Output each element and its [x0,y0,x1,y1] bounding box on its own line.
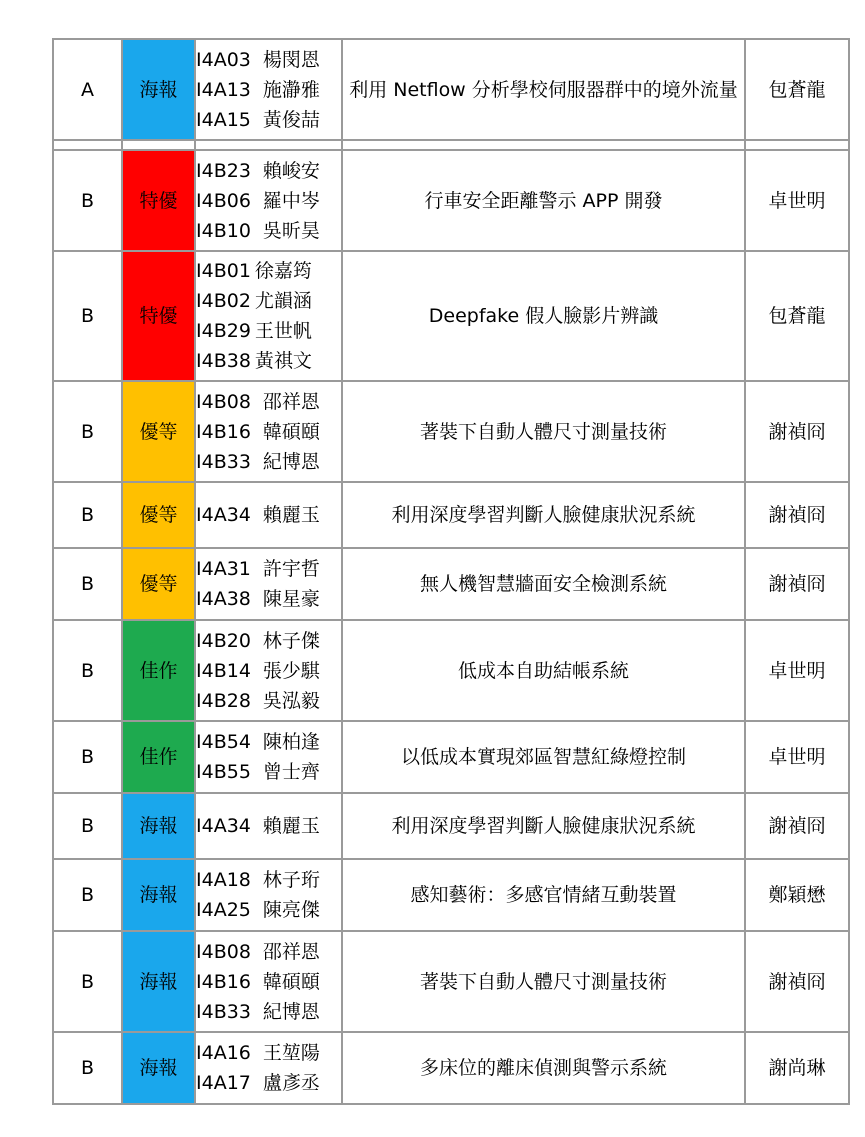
student-name: 邵祥恩 [262,390,320,413]
class-cell: B [53,381,122,482]
student-name: 陳柏逢 [262,731,320,753]
award-cell: 優等 [122,548,195,620]
member-entry [196,967,341,997]
member-entry [196,45,341,75]
student-name: 王堃陽 [262,1042,320,1064]
member-entry [196,1068,341,1098]
student-id: I4B23 [196,159,251,182]
members-cell [195,859,342,931]
student-id: I4B08 [196,390,251,413]
table-row [53,793,849,859]
student-id: I4B16 [196,420,251,443]
project-title-cell: 著裝下自動人體尺寸測量技術 [342,931,745,1032]
advisor-cell: 謝禎冏 [745,548,849,620]
class-cell: B [53,150,122,251]
student-name: 林子傑 [262,629,320,652]
project-title-cell: 多床位的離床偵測與警示系統 [342,1032,745,1104]
award-cell: 優等 [122,381,195,482]
member-entry [196,865,341,895]
project-title-cell: 利用深度學習判斷人臉健康狀況系統 [342,482,745,548]
student-id: I4A34 [196,504,251,526]
student-id: I4A34 [196,815,251,837]
class-cell: A [53,39,122,140]
members-cell [195,381,342,482]
student-name: 張少騏 [262,659,320,682]
members-cell [195,482,342,548]
award-cell: 佳作 [122,620,195,721]
award-cell: 特優 [122,251,195,381]
member-entry [196,757,341,787]
class-cell: B [53,1032,122,1104]
class-cell: B [53,620,122,721]
class-cell: B [53,859,122,931]
spacer-cell [195,140,342,150]
project-title-cell: 利用 Netflow 分析學校伺服器群中的境外流量 [342,39,745,140]
advisor-cell: 謝尚琳 [745,1032,849,1104]
member-entry [196,417,341,447]
project-title-cell: 行車安全距離警示 APP 開發 [342,150,745,251]
member-entry [196,500,341,530]
advisor-cell: 包蒼龍 [745,39,849,140]
member-entry [196,686,341,716]
student-id: I4B28 [196,689,251,712]
student-id: I4B20 [196,629,251,652]
member-entry [196,447,341,477]
members-cell [195,150,342,251]
member-entry [196,387,341,417]
award-cell: 優等 [122,482,195,548]
table-row [53,1032,849,1104]
student-id: I4B02 [196,290,251,312]
member-entry [196,346,341,376]
table-row [53,931,849,1032]
members-cell [195,1032,342,1104]
award-cell: 海報 [122,859,195,931]
table-row [53,150,849,251]
student-id: I4B33 [196,1000,251,1023]
advisor-cell: 謝禎冏 [745,482,849,548]
awards-table [52,38,850,1105]
member-entry [196,937,341,967]
student-id: I4A38 [196,588,251,610]
student-id: I4B38 [196,350,251,372]
spacer-cell [342,140,745,150]
student-name: 王世帆 [254,320,312,342]
student-id: I4A16 [196,1042,251,1064]
member-entry [196,186,341,216]
class-cell: B [53,548,122,620]
student-name: 羅中岑 [262,189,320,212]
member-entry [196,286,341,316]
class-cell: B [53,721,122,793]
table-row [53,548,849,620]
advisor-cell: 卓世明 [745,150,849,251]
award-cell: 特優 [122,150,195,251]
student-name: 曾士齊 [262,761,320,783]
student-id: I4B14 [196,659,251,682]
student-name: 賴麗玉 [262,815,320,837]
member-entry [196,105,341,135]
award-cell: 佳作 [122,721,195,793]
member-entry [196,316,341,346]
members-cell [195,251,342,381]
project-title-cell: Deepfake 假人臉影片辨識 [342,251,745,381]
advisor-cell: 卓世明 [745,620,849,721]
student-name: 韓碩頤 [262,420,320,443]
table-row [53,859,849,931]
advisor-cell: 包蒼龍 [745,251,849,381]
student-name: 韓碩頤 [262,970,320,993]
member-entry [196,997,341,1027]
student-id: I4A18 [196,869,251,891]
award-cell: 海報 [122,1032,195,1104]
student-name: 邵祥恩 [262,940,320,963]
spacer-cell [53,140,122,150]
student-name: 吳泓毅 [262,689,320,712]
members-cell [195,931,342,1032]
award-cell: 海報 [122,39,195,140]
student-name: 陳亮傑 [262,899,320,921]
student-name: 尤韻涵 [254,290,312,312]
student-id: I4A31 [196,558,251,580]
advisor-cell: 謝禎冏 [745,793,849,859]
student-id: I4B55 [196,761,251,783]
spacer-row [53,140,849,150]
member-entry [196,75,341,105]
table-row [53,381,849,482]
table-row [53,39,849,140]
member-entry [196,584,341,614]
student-id: I4A17 [196,1072,251,1094]
student-id: I4B29 [196,320,251,342]
student-name: 林子珩 [262,869,320,891]
project-title-cell: 著裝下自動人體尺寸測量技術 [342,381,745,482]
members-cell [195,39,342,140]
project-title-cell: 感知藝術：多感官情緒互動裝置 [342,859,745,931]
member-entry [196,656,341,686]
member-entry [196,727,341,757]
student-name: 紀博恩 [262,1000,320,1023]
member-entry [196,895,341,925]
class-cell: B [53,793,122,859]
award-cell: 海報 [122,931,195,1032]
members-cell [195,620,342,721]
student-name: 賴峻安 [262,159,320,182]
student-id: I4A25 [196,899,251,921]
student-id: I4B16 [196,970,251,993]
student-id: I4B33 [196,450,251,473]
members-cell [195,548,342,620]
student-id: I4B08 [196,940,251,963]
student-name: 施瀞雅 [262,78,320,101]
class-cell: B [53,482,122,548]
student-name: 陳星豪 [262,588,320,610]
members-cell [195,793,342,859]
student-name: 黃祺文 [254,350,312,372]
member-entry [196,626,341,656]
member-entry [196,554,341,584]
table-row [53,251,849,381]
project-title-cell: 低成本自助結帳系統 [342,620,745,721]
table-row [53,482,849,548]
spacer-cell [122,140,195,150]
student-name: 盧彥丞 [262,1072,320,1094]
class-cell: B [53,931,122,1032]
member-entry [196,156,341,186]
student-id: I4B06 [196,189,251,212]
award-cell: 海報 [122,793,195,859]
student-name: 賴麗玉 [262,504,320,526]
advisor-cell: 卓世明 [745,721,849,793]
table-row [53,620,849,721]
student-name: 紀博恩 [262,450,320,473]
student-id: I4B10 [196,219,251,242]
student-id: I4B54 [196,731,251,753]
member-entry [196,811,341,841]
project-title-cell: 無人機智慧牆面安全檢測系統 [342,548,745,620]
advisor-cell: 鄭穎懋 [745,859,849,931]
student-name: 許宇哲 [262,558,320,580]
members-cell [195,721,342,793]
awards-table-body [53,39,849,1104]
project-title-cell: 利用深度學習判斷人臉健康狀況系統 [342,793,745,859]
student-id: I4A13 [196,78,251,101]
student-id: I4B01 [196,260,251,282]
member-entry [196,256,341,286]
student-id: I4A15 [196,108,251,131]
member-entry [196,1038,341,1068]
student-name: 楊閔恩 [262,48,320,71]
student-name: 徐嘉筠 [254,260,312,282]
student-name: 吳昕昊 [262,219,320,242]
student-id: I4A03 [196,48,251,71]
table-row [53,721,849,793]
member-entry [196,216,341,246]
class-cell: B [53,251,122,381]
advisor-cell: 謝禎冏 [745,931,849,1032]
advisor-cell: 謝禎冏 [745,381,849,482]
student-name: 黃俊喆 [262,108,320,131]
project-title-cell: 以低成本實現郊區智慧紅綠燈控制 [342,721,745,793]
spacer-cell [745,140,849,150]
